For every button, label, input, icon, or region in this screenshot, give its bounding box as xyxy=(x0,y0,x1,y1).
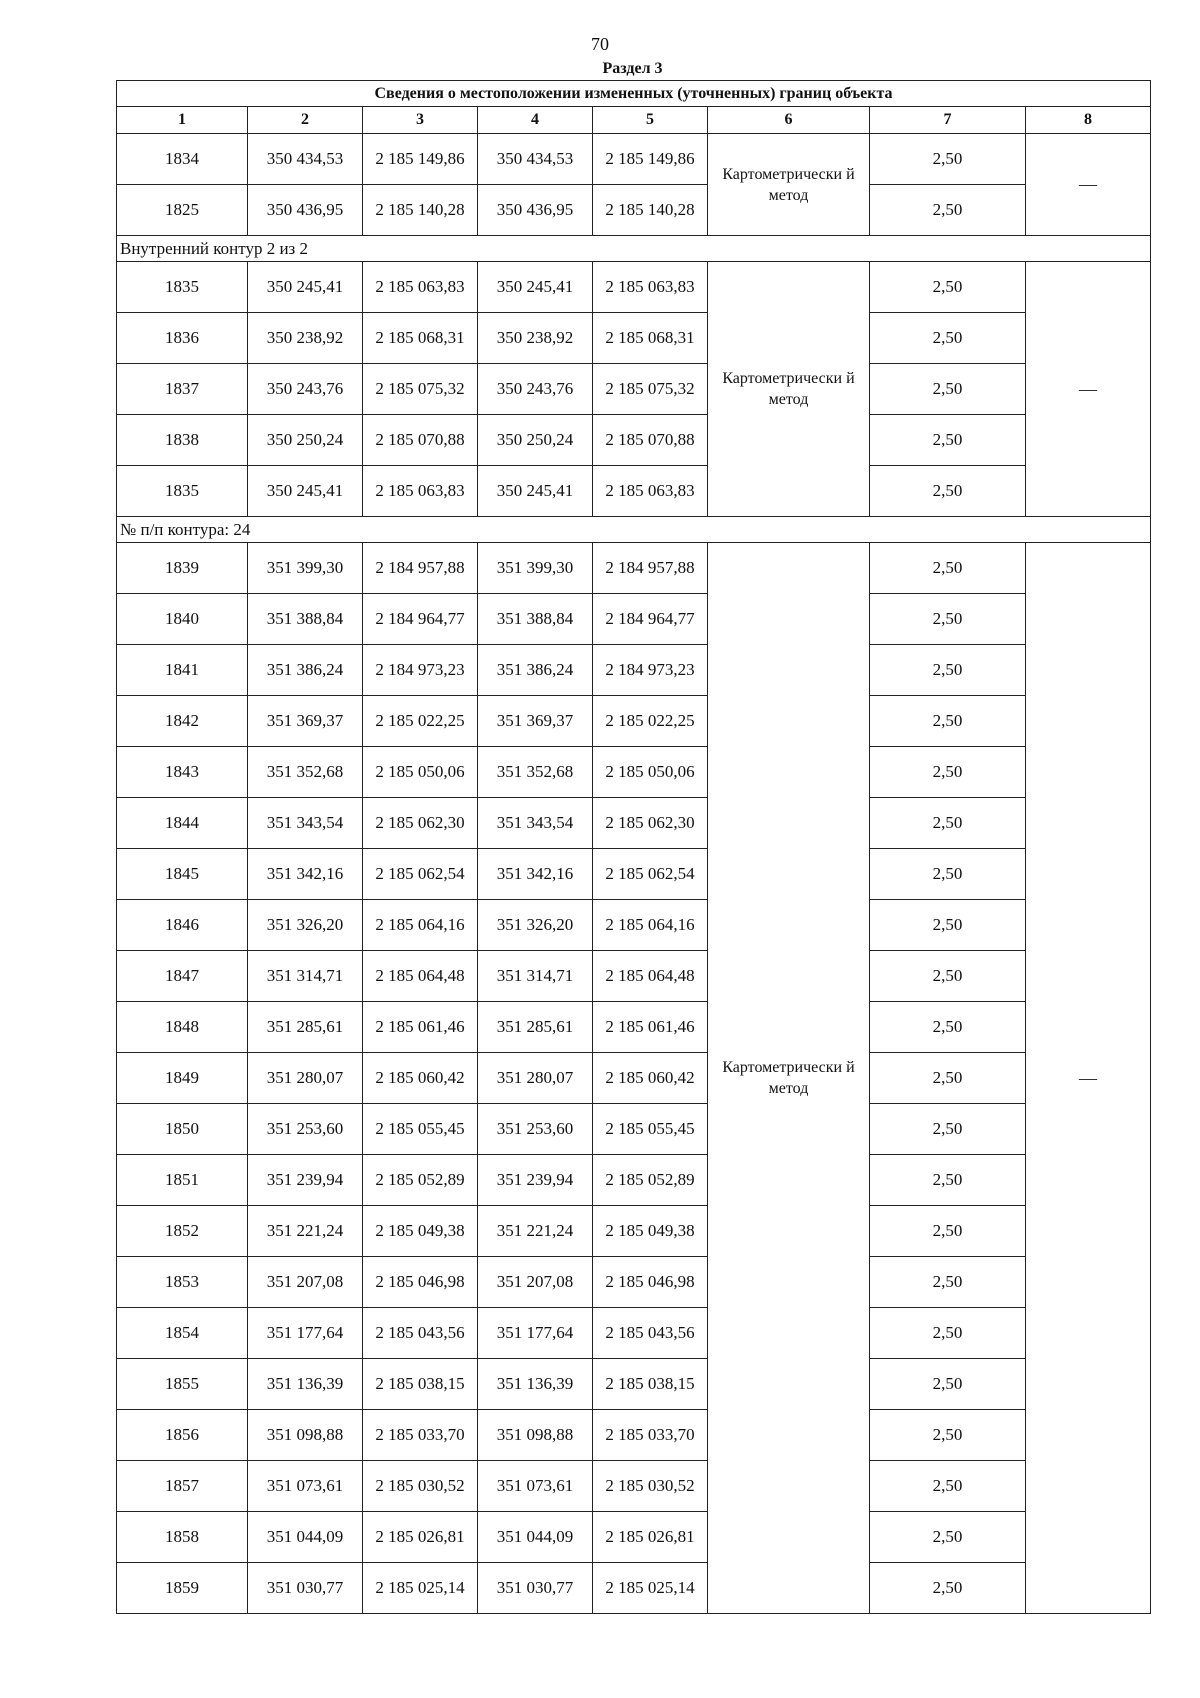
boundary-coordinates-table xyxy=(116,80,1151,1614)
y-existing-cell: 2 185 063,83 xyxy=(363,466,478,517)
point-number-cell: 1841 xyxy=(117,645,248,696)
accuracy-cell: 2,50 xyxy=(870,1359,1026,1410)
y-existing-cell: 2 185 033,70 xyxy=(363,1410,478,1461)
point-number-cell: 1850 xyxy=(117,1104,248,1155)
accuracy-cell: 2,50 xyxy=(870,313,1026,364)
accuracy-cell: 2,50 xyxy=(870,1257,1026,1308)
y-existing-cell: 2 185 068,31 xyxy=(363,313,478,364)
accuracy-cell: 2,50 xyxy=(870,1104,1026,1155)
table-row xyxy=(117,185,1151,236)
contour-group-row xyxy=(117,517,1151,543)
table-row xyxy=(117,1002,1151,1053)
column-number: 7 xyxy=(870,107,1026,134)
accuracy-cell: 2,50 xyxy=(870,951,1026,1002)
x-existing-cell: 351 253,60 xyxy=(248,1104,363,1155)
column-number: 1 xyxy=(117,107,248,134)
y-refined-cell: 2 185 025,14 xyxy=(593,1563,708,1614)
y-existing-cell: 2 185 050,06 xyxy=(363,747,478,798)
y-existing-cell: 2 185 062,30 xyxy=(363,798,478,849)
x-existing-cell: 351 352,68 xyxy=(248,747,363,798)
column-number: 4 xyxy=(478,107,593,134)
point-number-cell: 1847 xyxy=(117,951,248,1002)
accuracy-cell: 2,50 xyxy=(870,645,1026,696)
x-existing-cell: 351 369,37 xyxy=(248,696,363,747)
point-number-cell: 1857 xyxy=(117,1461,248,1512)
accuracy-cell: 2,50 xyxy=(870,415,1026,466)
x-refined-cell: 351 136,39 xyxy=(478,1359,593,1410)
column-number: 3 xyxy=(363,107,478,134)
y-existing-cell: 2 184 964,77 xyxy=(363,594,478,645)
table-row xyxy=(117,798,1151,849)
point-number-cell: 1856 xyxy=(117,1410,248,1461)
x-refined-cell: 351 352,68 xyxy=(478,747,593,798)
accuracy-cell: 2,50 xyxy=(870,1308,1026,1359)
y-refined-cell: 2 185 055,45 xyxy=(593,1104,708,1155)
x-refined-cell: 351 399,30 xyxy=(478,543,593,594)
contour-group-row xyxy=(117,236,1151,262)
point-number-cell: 1836 xyxy=(117,313,248,364)
table-row xyxy=(117,466,1151,517)
x-refined-cell: 351 098,88 xyxy=(478,1410,593,1461)
x-existing-cell: 350 434,53 xyxy=(248,134,363,185)
y-refined-cell: 2 185 046,98 xyxy=(593,1257,708,1308)
point-number-cell: 1840 xyxy=(117,594,248,645)
x-existing-cell: 351 314,71 xyxy=(248,951,363,1002)
table-row xyxy=(117,900,1151,951)
x-refined-cell: 350 434,53 xyxy=(478,134,593,185)
x-refined-cell: 351 207,08 xyxy=(478,1257,593,1308)
y-existing-cell: 2 185 064,48 xyxy=(363,951,478,1002)
x-existing-cell: 351 326,20 xyxy=(248,900,363,951)
point-number-cell: 1838 xyxy=(117,415,248,466)
point-number-cell: 1835 xyxy=(117,466,248,517)
point-number-cell: 1846 xyxy=(117,900,248,951)
table-row xyxy=(117,747,1151,798)
x-refined-cell: 350 243,76 xyxy=(478,364,593,415)
table-row xyxy=(117,1206,1151,1257)
x-existing-cell: 350 238,92 xyxy=(248,313,363,364)
x-refined-cell: 350 250,24 xyxy=(478,415,593,466)
x-existing-cell: 351 098,88 xyxy=(248,1410,363,1461)
y-existing-cell: 2 185 049,38 xyxy=(363,1206,478,1257)
table-row xyxy=(117,1563,1151,1614)
x-existing-cell: 350 243,76 xyxy=(248,364,363,415)
accuracy-cell: 2,50 xyxy=(870,798,1026,849)
table-row xyxy=(117,1104,1151,1155)
contour-group-label: Внутренний контур 2 из 2 xyxy=(117,236,1151,262)
accuracy-cell: 2,50 xyxy=(870,900,1026,951)
y-refined-cell: 2 185 064,48 xyxy=(593,951,708,1002)
point-number-cell: 1842 xyxy=(117,696,248,747)
x-refined-cell: 351 314,71 xyxy=(478,951,593,1002)
x-existing-cell: 351 239,94 xyxy=(248,1155,363,1206)
x-refined-cell: 351 342,16 xyxy=(478,849,593,900)
y-refined-cell: 2 185 050,06 xyxy=(593,747,708,798)
y-refined-cell: 2 185 026,81 xyxy=(593,1512,708,1563)
x-existing-cell: 351 388,84 xyxy=(248,594,363,645)
x-refined-cell: 350 245,41 xyxy=(478,466,593,517)
x-refined-cell: 351 388,84 xyxy=(478,594,593,645)
table-row xyxy=(117,543,1151,594)
y-existing-cell: 2 185 062,54 xyxy=(363,849,478,900)
x-existing-cell: 351 342,16 xyxy=(248,849,363,900)
accuracy-cell: 2,50 xyxy=(870,466,1026,517)
x-refined-cell: 351 386,24 xyxy=(478,645,593,696)
y-existing-cell: 2 185 030,52 xyxy=(363,1461,478,1512)
y-refined-cell: 2 185 052,89 xyxy=(593,1155,708,1206)
point-number-cell: 1834 xyxy=(117,134,248,185)
point-number-cell: 1849 xyxy=(117,1053,248,1104)
y-existing-cell: 2 185 022,25 xyxy=(363,696,478,747)
accuracy-cell: 2,50 xyxy=(870,1410,1026,1461)
accuracy-cell: 2,50 xyxy=(870,747,1026,798)
column-number: 8 xyxy=(1026,107,1151,134)
table-row xyxy=(117,951,1151,1002)
y-refined-cell: 2 185 060,42 xyxy=(593,1053,708,1104)
point-number-cell: 1839 xyxy=(117,543,248,594)
y-existing-cell: 2 185 026,81 xyxy=(363,1512,478,1563)
note-cell: — xyxy=(1026,543,1151,1614)
table-row xyxy=(117,594,1151,645)
y-refined-cell: 2 185 063,83 xyxy=(593,262,708,313)
x-existing-cell: 351 343,54 xyxy=(248,798,363,849)
y-existing-cell: 2 185 025,14 xyxy=(363,1563,478,1614)
x-existing-cell: 351 207,08 xyxy=(248,1257,363,1308)
x-refined-cell: 350 238,92 xyxy=(478,313,593,364)
table-row xyxy=(117,262,1151,313)
page-number: 70 xyxy=(591,34,609,54)
y-existing-cell: 2 185 043,56 xyxy=(363,1308,478,1359)
y-existing-cell: 2 185 038,15 xyxy=(363,1359,478,1410)
table-row xyxy=(117,1512,1151,1563)
table-row xyxy=(117,134,1151,185)
method-cell: Картометрически й метод xyxy=(708,134,870,236)
accuracy-cell: 2,50 xyxy=(870,1206,1026,1257)
y-refined-cell: 2 185 075,32 xyxy=(593,364,708,415)
x-existing-cell: 351 221,24 xyxy=(248,1206,363,1257)
point-number-cell: 1843 xyxy=(117,747,248,798)
x-refined-cell: 351 280,07 xyxy=(478,1053,593,1104)
y-existing-cell: 2 185 055,45 xyxy=(363,1104,478,1155)
y-refined-cell: 2 185 030,52 xyxy=(593,1461,708,1512)
x-refined-cell: 350 436,95 xyxy=(478,185,593,236)
accuracy-cell: 2,50 xyxy=(870,696,1026,747)
x-refined-cell: 351 285,61 xyxy=(478,1002,593,1053)
accuracy-cell: 2,50 xyxy=(870,1461,1026,1512)
y-existing-cell: 2 185 061,46 xyxy=(363,1002,478,1053)
section-title: Раздел 3 xyxy=(602,60,663,77)
y-existing-cell: 2 185 140,28 xyxy=(363,185,478,236)
y-refined-cell: 2 185 033,70 xyxy=(593,1410,708,1461)
point-number-cell: 1858 xyxy=(117,1512,248,1563)
accuracy-cell: 2,50 xyxy=(870,1512,1026,1563)
y-existing-cell: 2 185 070,88 xyxy=(363,415,478,466)
y-refined-cell: 2 185 070,88 xyxy=(593,415,708,466)
table-row xyxy=(117,1461,1151,1512)
table-row xyxy=(117,1053,1151,1104)
table-row xyxy=(117,1257,1151,1308)
y-existing-cell: 2 184 973,23 xyxy=(363,645,478,696)
x-existing-cell: 351 285,61 xyxy=(248,1002,363,1053)
accuracy-cell: 2,50 xyxy=(870,1002,1026,1053)
column-number: 2 xyxy=(248,107,363,134)
x-existing-cell: 350 436,95 xyxy=(248,185,363,236)
x-existing-cell: 351 136,39 xyxy=(248,1359,363,1410)
y-refined-cell: 2 185 043,56 xyxy=(593,1308,708,1359)
accuracy-cell: 2,50 xyxy=(870,594,1026,645)
x-existing-cell: 351 073,61 xyxy=(248,1461,363,1512)
y-refined-cell: 2 185 062,30 xyxy=(593,798,708,849)
x-refined-cell: 351 177,64 xyxy=(478,1308,593,1359)
x-refined-cell: 351 326,20 xyxy=(478,900,593,951)
y-existing-cell: 2 185 046,98 xyxy=(363,1257,478,1308)
y-refined-cell: 2 184 964,77 xyxy=(593,594,708,645)
accuracy-cell: 2,50 xyxy=(870,134,1026,185)
point-number-cell: 1835 xyxy=(117,262,248,313)
y-existing-cell: 2 184 957,88 xyxy=(363,543,478,594)
table-row xyxy=(117,696,1151,747)
table-caption-row xyxy=(117,81,1151,107)
table-body xyxy=(117,81,1151,1614)
y-existing-cell: 2 185 063,83 xyxy=(363,262,478,313)
x-refined-cell: 351 073,61 xyxy=(478,1461,593,1512)
table-row xyxy=(117,849,1151,900)
x-existing-cell: 351 386,24 xyxy=(248,645,363,696)
table-caption: Сведения о местоположении измененных (уточненных) границ объекта xyxy=(117,81,1151,107)
table-row xyxy=(117,364,1151,415)
y-existing-cell: 2 185 060,42 xyxy=(363,1053,478,1104)
x-refined-cell: 351 343,54 xyxy=(478,798,593,849)
accuracy-cell: 2,50 xyxy=(870,849,1026,900)
y-refined-cell: 2 184 957,88 xyxy=(593,543,708,594)
accuracy-cell: 2,50 xyxy=(870,364,1026,415)
point-number-cell: 1851 xyxy=(117,1155,248,1206)
y-existing-cell: 2 185 052,89 xyxy=(363,1155,478,1206)
x-existing-cell: 351 399,30 xyxy=(248,543,363,594)
y-refined-cell: 2 184 973,23 xyxy=(593,645,708,696)
method-cell: Картометрически й метод xyxy=(708,543,870,1614)
column-number: 6 xyxy=(708,107,870,134)
y-refined-cell: 2 185 149,86 xyxy=(593,134,708,185)
point-number-cell: 1855 xyxy=(117,1359,248,1410)
table-row xyxy=(117,415,1151,466)
y-existing-cell: 2 185 064,16 xyxy=(363,900,478,951)
table-row xyxy=(117,1359,1151,1410)
x-existing-cell: 351 030,77 xyxy=(248,1563,363,1614)
column-number-row xyxy=(117,107,1151,134)
accuracy-cell: 2,50 xyxy=(870,185,1026,236)
table-row xyxy=(117,645,1151,696)
y-refined-cell: 2 185 068,31 xyxy=(593,313,708,364)
note-cell: — xyxy=(1026,262,1151,517)
table-row xyxy=(117,313,1151,364)
x-existing-cell: 350 250,24 xyxy=(248,415,363,466)
x-refined-cell: 351 030,77 xyxy=(478,1563,593,1614)
accuracy-cell: 2,50 xyxy=(870,543,1026,594)
y-refined-cell: 2 185 062,54 xyxy=(593,849,708,900)
x-refined-cell: 351 044,09 xyxy=(478,1512,593,1563)
contour-group-label: № п/п контура: 24 xyxy=(117,517,1151,543)
point-number-cell: 1854 xyxy=(117,1308,248,1359)
y-existing-cell: 2 185 075,32 xyxy=(363,364,478,415)
point-number-cell: 1853 xyxy=(117,1257,248,1308)
x-refined-cell: 351 253,60 xyxy=(478,1104,593,1155)
accuracy-cell: 2,50 xyxy=(870,1053,1026,1104)
x-refined-cell: 350 245,41 xyxy=(478,262,593,313)
x-existing-cell: 351 044,09 xyxy=(248,1512,363,1563)
point-number-cell: 1859 xyxy=(117,1563,248,1614)
y-refined-cell: 2 185 049,38 xyxy=(593,1206,708,1257)
point-number-cell: 1837 xyxy=(117,364,248,415)
point-number-cell: 1845 xyxy=(117,849,248,900)
y-refined-cell: 2 185 061,46 xyxy=(593,1002,708,1053)
y-refined-cell: 2 185 064,16 xyxy=(593,900,708,951)
x-existing-cell: 351 280,07 xyxy=(248,1053,363,1104)
point-number-cell: 1852 xyxy=(117,1206,248,1257)
y-refined-cell: 2 185 022,25 xyxy=(593,696,708,747)
method-cell: Картометрически й метод xyxy=(708,262,870,517)
table-row xyxy=(117,1155,1151,1206)
accuracy-cell: 2,50 xyxy=(870,1155,1026,1206)
column-number: 5 xyxy=(593,107,708,134)
x-refined-cell: 351 221,24 xyxy=(478,1206,593,1257)
y-refined-cell: 2 185 063,83 xyxy=(593,466,708,517)
accuracy-cell: 2,50 xyxy=(870,262,1026,313)
x-refined-cell: 351 369,37 xyxy=(478,696,593,747)
point-number-cell: 1848 xyxy=(117,1002,248,1053)
x-refined-cell: 351 239,94 xyxy=(478,1155,593,1206)
y-existing-cell: 2 185 149,86 xyxy=(363,134,478,185)
table-row xyxy=(117,1410,1151,1461)
table-row xyxy=(117,1308,1151,1359)
note-cell: — xyxy=(1026,134,1151,236)
point-number-cell: 1825 xyxy=(117,185,248,236)
x-existing-cell: 350 245,41 xyxy=(248,466,363,517)
point-number-cell: 1844 xyxy=(117,798,248,849)
x-existing-cell: 350 245,41 xyxy=(248,262,363,313)
y-refined-cell: 2 185 140,28 xyxy=(593,185,708,236)
y-refined-cell: 2 185 038,15 xyxy=(593,1359,708,1410)
accuracy-cell: 2,50 xyxy=(870,1563,1026,1614)
x-existing-cell: 351 177,64 xyxy=(248,1308,363,1359)
